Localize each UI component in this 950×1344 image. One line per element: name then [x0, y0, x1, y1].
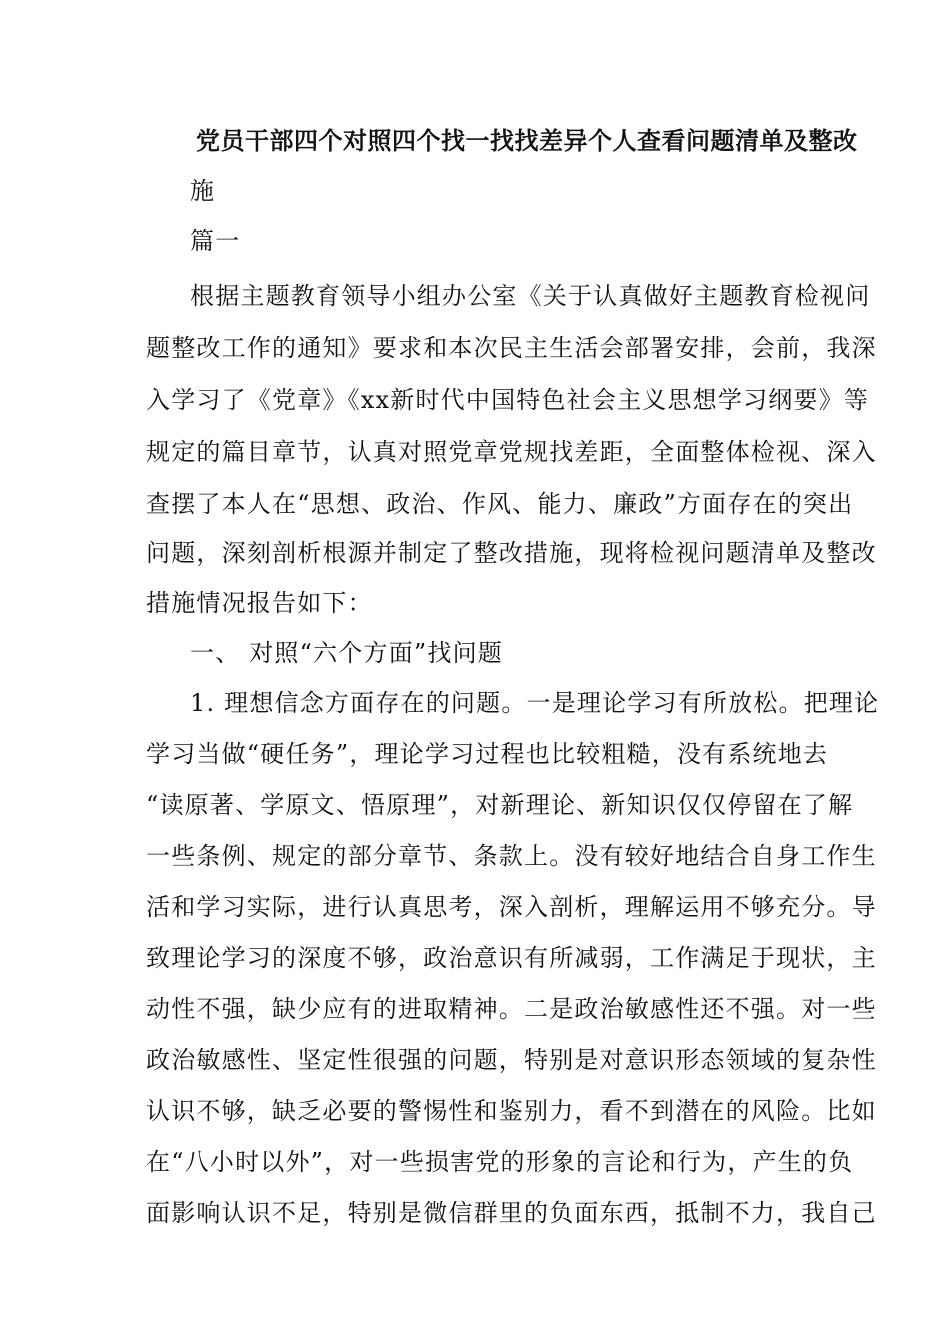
paragraph-line: 查摆了本人在“思想、政治、作风、能力、廉政”方面存在的突出 — [146, 490, 854, 518]
paragraph-line: 1. 理想信念方面存在的问题。一是理论学习有所放松。把理论 — [190, 689, 880, 717]
paragraph-line: 致理论学习的深度不够，政治意识有所减弱，工作满足于现状，主 — [146, 944, 877, 972]
document-title-continuation: 施 — [190, 177, 216, 205]
paragraph-line: 活和学习实际，进行认真思考，深入剖析，理解运用不够充分。导 — [146, 893, 877, 921]
paragraph-line: 一些条例、规定的部分章节、条款上。没有较好地结合自身工作生 — [146, 842, 877, 870]
paragraph-line: 入学习了《党章》《xx新时代中国特色社会主义思想学习纲要》等 — [146, 386, 870, 414]
paragraph-line: 动性不强，缺少应有的进取精神。二是政治敏感性还不强。对一些 — [146, 995, 877, 1023]
paragraph-line: 问题，深刻剖析根源并制定了整改措施，现将检视问题清单及整改 — [146, 539, 877, 567]
section-label: 篇一 — [190, 227, 241, 255]
paragraph-line: 学习当做“硬任务”，理论学习过程也比较粗糙，没有系统地去 — [146, 740, 829, 768]
paragraph-line: 面影响认识不足，特别是微信群里的负面东西，抵制不力，我自己 — [146, 1199, 877, 1227]
document-title: 党员干部四个对照四个找一找找差异个人查看问题清单及整改 — [196, 126, 858, 155]
paragraph-line: 认识不够，缺乏必要的警惕性和鉴别力，看不到潜在的风险。比如 — [146, 1097, 877, 1125]
paragraph-line: 题整改工作的通知》要求和本次民主生活会部署安排，会前，我深 — [146, 334, 877, 362]
paragraph-line: 根据主题教育领导小组办公室《关于认真做好主题教育检视问 — [190, 282, 871, 310]
paragraph-line: 规定的篇目章节，认真对照党章党规找差距，全面整体检视、深入 — [146, 438, 877, 466]
paragraph-line: “读原著、学原文、悟原理”，对新理论、新知识仅仅停留在了解 — [146, 791, 854, 819]
paragraph-line: 政治敏感性、坚定性很强的问题，特别是对意识形态领域的复杂性 — [146, 1046, 877, 1074]
section-heading: 一、 对照“六个方面”找问题 — [190, 639, 503, 667]
paragraph-line: 在“八小时以外”，对一些损害党的形象的言论和行为，产生的负 — [146, 1148, 854, 1176]
paragraph-line: 措施情况报告如下： — [146, 589, 373, 617]
